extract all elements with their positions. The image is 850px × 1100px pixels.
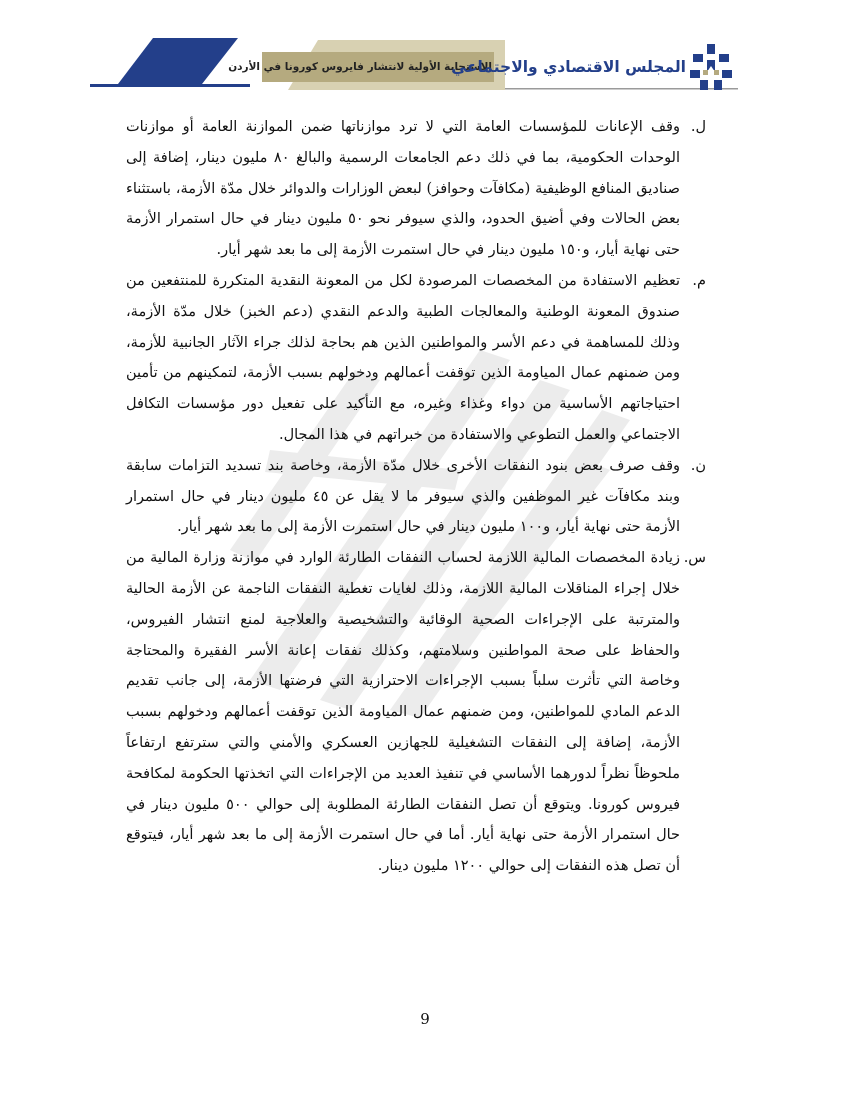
header-subtitle: الاستجابة الأولية لانتشار فايروس كورونا في الأردن [228, 61, 492, 73]
list-item-text: وقف صرف بعض بنود النفقات الأخرى خلال مدّة الأزمة، وخاصة بند تسديد التزامات سابقة وبند مكافآت غير الموظفين والذي سيوفر ما لا يقل عن ٤٥ مليون دينار في حال استمرار الأزمة حتى نهاية أيار، و١٠٠ مليون دينار في حال استمرت الأزمة إلى ما بعد شهر أيار. [126, 457, 680, 536]
list-item [126, 451, 706, 543]
list-item [126, 112, 706, 266]
page-number: 9 [420, 1010, 430, 1028]
list-item-marker: ل. [690, 119, 706, 135]
list-item-text: تعظيم الاستفادة من المخصصات المرصودة لكل من المعونة النقدية المتكررة للمنتفعين من صندوق المعونة الوطنية والمعالجات الطبية والدعم النقدي (دعم الخبز) خلال مدّة الأزمة، وذلك للمساهمة في دعم الأسر والمواطنين الذين هم بحاجة لذلك جراء الآثار الجانبية للأزمة، ومن ضمنهم عمال المياومة الذين توقفت أعمالهم ودخولهم بسبب الأزمة، لتمكينهم من تأمين احتياجاتهم الأساسية من دواء وغذاء وغيره، مع التأكيد على تفعيل دور مؤسسات التكافل الاجتماعي والعمل التطوعي والاستفادة من خبراتهم في هذا المجال. [126, 272, 680, 443]
list-item-marker: ن. [690, 457, 706, 474]
list-item [126, 266, 706, 451]
list-item [126, 543, 706, 882]
list-item-marker: س. [683, 550, 706, 567]
document-body [126, 112, 706, 882]
page-header [0, 0, 850, 100]
list-item-marker: م. [692, 272, 706, 289]
list-item-text: وقف الإعانات للمؤسسات العامة التي لا ترد موازناتها ضمن الموازنة العامة أو موازنات الوحدات الحكومية، بما في ذلك دعم الجامعات الرسمية والبالغ ٨٠ مليون دينار، إضافة إلى صناديق المنافع الوظيفية (مكافآت وحوافز) لبعض الوزارات والدوائر خلال مدّة الأزمة، باستثناء بعض الحالات وفي أضيق الحدود، والذي سيوفر نحو ٥٠ مليون دينار في حال استمرار الأزمة حتى نهاية أيار، و١٥٠ مليون دينار في حال استمرت الأزمة إلى ما بعد شهر أيار. [126, 119, 681, 259]
organization-name: المجلس الاقتصادي والاجتماعي [451, 58, 686, 76]
esc-emblem-icon [688, 42, 734, 92]
list-item-text: زيادة المخصصات المالية اللازمة لحساب النفقات الطارئة الوارد في موازنة وزارة المالية من خلال إجراء المناقلات المالية اللازمة، وذلك لغايات تغطية النفقات الناجمة عن الأزمة الحالية والمترتبة على الإجراءات الصحية الوقائية والتشخيصية والعلاجية لمنع انتشار الفيروس، والحفاظ على صحة المواطنين وسلامتهم، وكذلك نفقات إعانة الأسر الفقيرة والمحتاجة وخاصة التي تأثرت سلباً بسبب الإجراءات الاحترازية التي فرضتها الأزمة، إلى جانب تقديم الدعم المادي للمواطنين، ومن ضمنهم عمال المياومة الذين توقفت أعمالهم ودخولهم بسبب الأزمة، إضافة إلى النفقات التشغيلية للجهازين العسكري والأمني والتي سترتفع ارتفاعاً ملحوظاً نظراً لدورهما الأساسي في تنفيذ العديد من الإجراءات التي اتخذتها الحكومة لمكافحة فيروس كورونا. ويتوقع أن تصل النفقات الطارئة المطلوبة إلى حوالي ٥٠٠ مليون دينار في حال استمرار الأزمة حتى نهاية أيار. أما في حال استمرت الأزمة إلى ما بعد شهر أيار، فيتوقع أن تصل هذه النفقات إلى حوالي ١٢٠٠ مليون دينار. [126, 550, 681, 875]
